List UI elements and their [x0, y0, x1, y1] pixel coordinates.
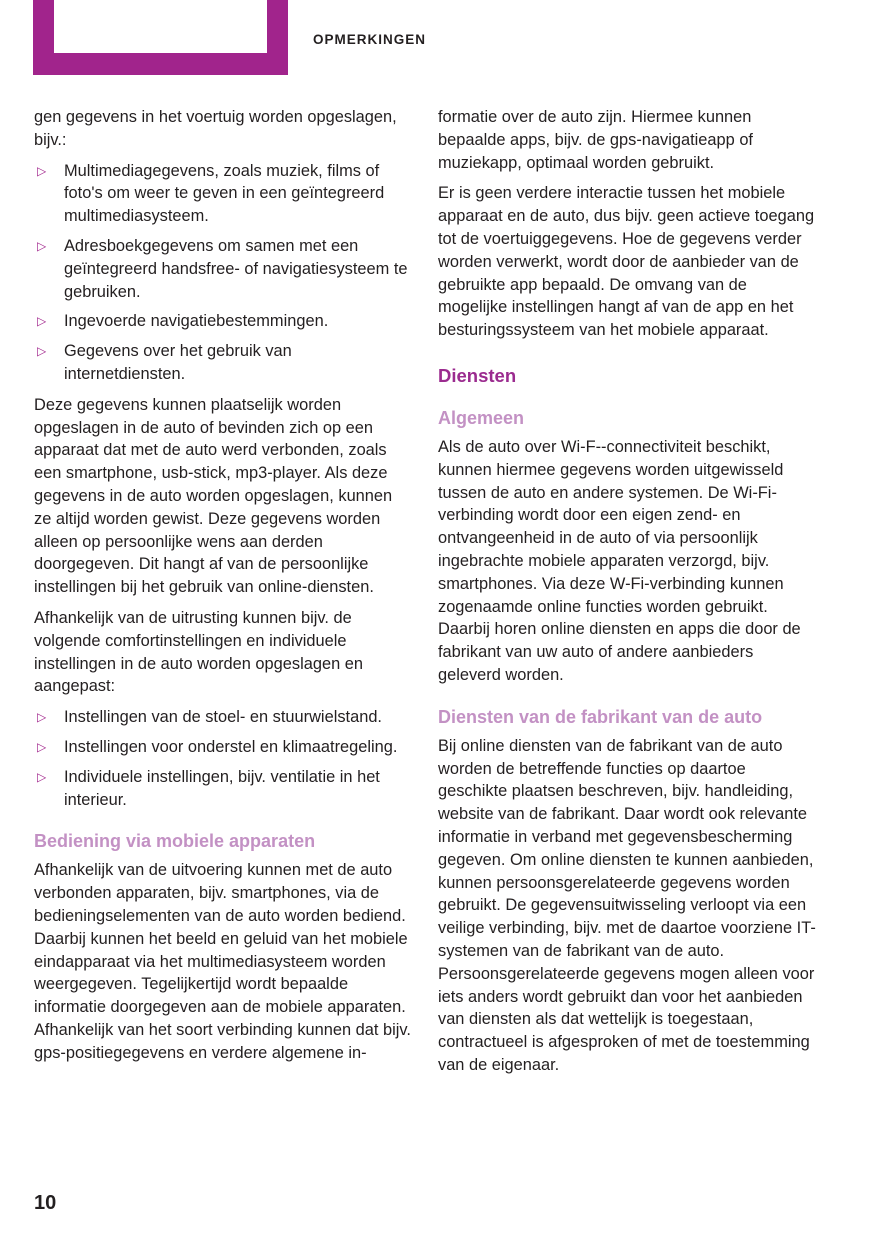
heading-mobile-devices: Bediening via mobiele apparaten [34, 831, 316, 852]
storage-paragraph: Deze gegevens kunnen plaatselijk worden opgeslagen in de auto of bevinden zich op een apparaat dat met de auto werd verbonden, zoals een smartphone, usb-stick, mp3-player. Als deze gegevens in de auto worden opgeslagen, kunnen ze altijd worden gewist. Deze gegevens worden alleen op persoonlijke wens aan derden doorgegeven. Dit hangt af van de persoonlijke instellingen bij het gebruik van online-diensten. [34, 395, 393, 597]
right-column [438, 106, 816, 1085]
triangle-bullet-icon: ▷ [37, 769, 47, 784]
triangle-bullet-icon: ▷ [37, 238, 47, 253]
triangle-bullet-icon: ▷ [37, 344, 47, 359]
stored-data-list [34, 160, 412, 386]
mobile-paragraph: Afhankelijk van de uitvoering kunnen met de auto verbonden apparaten, bijv. smartphones, via de bedieningselementen van de auto worden bediend. Daarbij kunnen het beeld en geluid van het mobiele eindapparaat via het multimediasysteem worden weergegeven. Tegelijkertijd wordt bepaalde informatie doorgegeven aan de mobiele apparaten. Afhankelijk van het soort verbinding kunnen dat bijv. gps-positiegegevens en verdere algemene in- [34, 861, 411, 1062]
triangle-bullet-icon: ▷ [37, 710, 47, 725]
list-item: ▷ Multimediagegevens, zoals muziek, films of foto's om weer te geven in een geïntegreerd multimediasysteem. [37, 161, 385, 226]
heading-general: Algemeen [438, 407, 525, 428]
list-item: ▷ Instellingen voor onderstel en klimaatregeling. [34, 736, 412, 759]
continued-paragraph: formatie over de auto zijn. Hiermee kunnen bepaalde apps, bijv. de gps-navigatieapp of muziekapp, optimaal worden gebruikt. [438, 108, 753, 172]
manufacturer-paragraph: Bij online diensten van de fabrikant van de auto worden de betreffende functies op daartoe geschikte plaatsen beschreven, bijv. handleiding, website van de fabrikant. Daar wordt ook relevante informatie in verband met gegevensbescherming gegeven. Om online diensten te kunnen aanbieden, kunnen persoonsgerelateerde gegevens worden gebruikt. De gegevensuitwisseling verloopt via een veilige verbinding, bijv. met de daartoe voorziene IT-systemen van de fabrikant van de auto. Persoonsgerelateerde gegevens mogen alleen voor iets anders wordt gebruikt dan voor het aanbieden van diensten als dat wettelijk is toegestaan, contractueel is afgesproken of met de toestemming van de eigenaar. [438, 736, 816, 1074]
heading-services: Diensten [438, 364, 517, 386]
intro-paragraph: gen gegevens in het voertuig worden opgeslagen, bijv.: [34, 108, 397, 149]
settings-list [34, 706, 412, 811]
chapter-tab-inner [54, 0, 267, 53]
list-item: ▷ Gegevens over het gebruik van internetdiensten. [37, 342, 292, 383]
settings-paragraph: Afhankelijk van de uitrusting kunnen bijv. de volgende comfortinstellingen en individuele instellingen in de auto worden opgeslagen en aangepast: [34, 608, 363, 696]
list-item: ▷ Ingevoerde navigatiebestemmingen. [34, 310, 412, 333]
left-column [34, 106, 412, 1072]
general-paragraph: Als de auto over Wi-F--connectiviteit beschikt, kunnen hiermee gegevens worden uitgewisseld tussen de auto en andere systemen. De Wi-Fi-verbinding wordt door een eigen zend- en ontvangeenheid in de auto of via persoonlijk ingebrachte mobiele apparaten verzorgd, bijv. smartphones. Via deze W-Fi-verbinding kunnen zogenaamde online functies worden gebruikt. Daarbij horen online diensten en apps die door de fabrikant van uw auto of andere aanbieders geleverd worden. [438, 437, 801, 684]
list-item: ▷ Adresboekgegevens om samen met een geïntegreerd handsfree- of navigatiesysteem te gebruiken. [37, 236, 408, 301]
section-label: OPMERKINGEN [313, 32, 427, 47]
page-number: 10 [34, 1192, 57, 1214]
triangle-bullet-icon: ▷ [37, 739, 47, 754]
chapter-tab-marker [33, 0, 288, 75]
list-item: ▷ Individuele instellingen, bijv. ventilatie in het interieur. [37, 767, 380, 809]
heading-manufacturer-services: Diensten van de fabrikant van de auto [438, 706, 763, 727]
triangle-bullet-icon: ▷ [37, 163, 47, 178]
list-item: ▷ Instellingen van de stoel- en stuurwielstand. [34, 706, 412, 729]
interaction-paragraph: Er is geen verdere interactie tussen het mobiele apparaat en de auto, dus bijv. geen actieve toegang tot de voertuiggegevens. Hoe de gegevens verder worden verwerkt, wordt door de aanbieder van de gebruikte app bepaald. De omvang van de mogelijke instellingen hangt af van de app en het besturingssysteem van het mobiele apparaat. [438, 184, 815, 340]
triangle-bullet-icon: ▷ [37, 314, 47, 329]
